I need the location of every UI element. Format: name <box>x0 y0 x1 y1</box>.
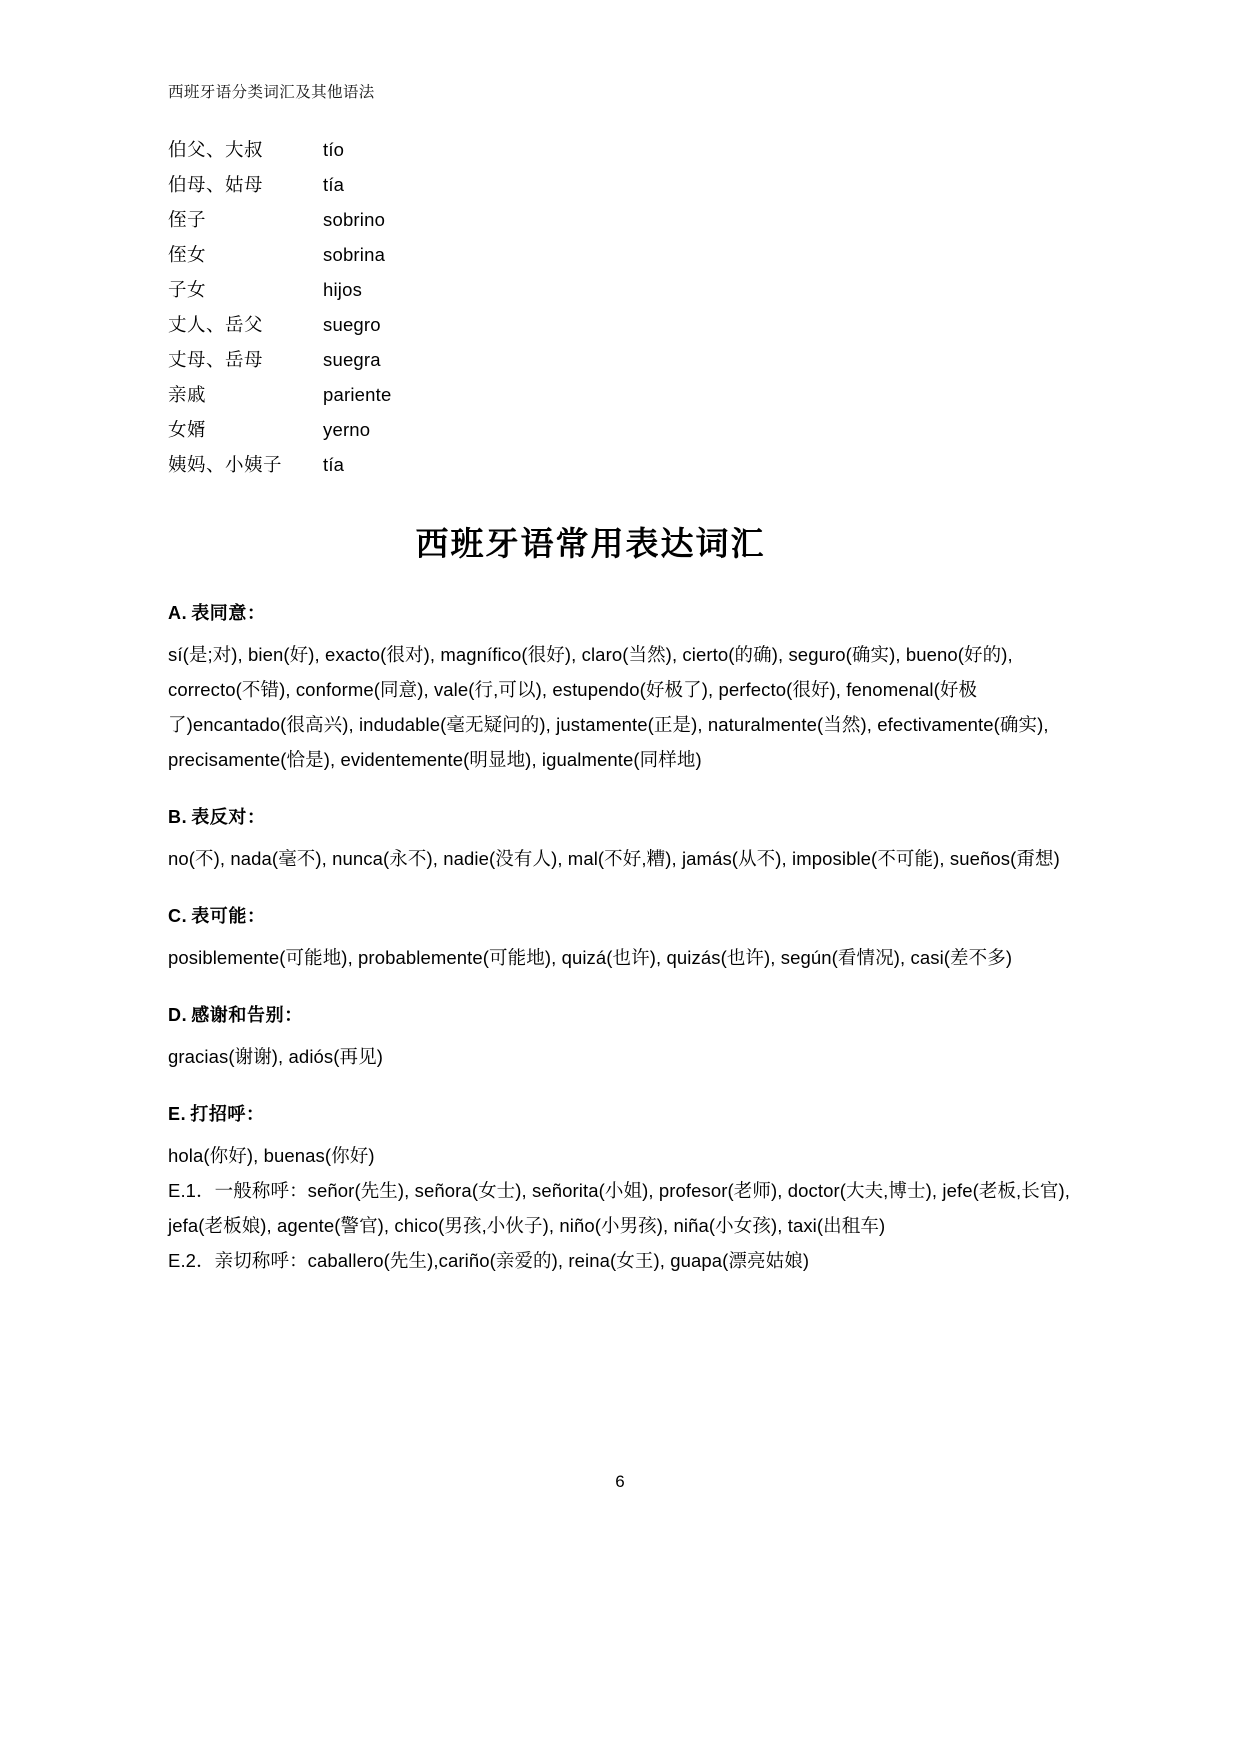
vocabulary-row <box>168 272 1073 307</box>
vocabulary-term-es: sobrina <box>323 244 386 265</box>
vocabulary-term-zh: 丈人、岳父 <box>168 314 264 335</box>
vocabulary-term-es: sobrino <box>323 209 386 230</box>
vocabulary-row <box>168 342 1073 377</box>
running-head: 西班牙语分类词汇及其他语法 <box>168 84 375 101</box>
vocabulary-term-zh: 亲戚 <box>168 384 207 405</box>
section-b <box>168 803 1073 876</box>
document-title: 西班牙语常用表达词汇 <box>415 527 766 563</box>
vocabulary-term-zh: 子女 <box>168 279 207 300</box>
vocabulary-row <box>168 132 1073 167</box>
vocabulary-term-es: tía <box>323 174 345 195</box>
section-b-letter: B. <box>168 807 188 827</box>
page-number: 6 <box>615 1472 625 1491</box>
vocabulary-row <box>168 447 1073 482</box>
page-content <box>168 132 1073 1304</box>
section-a <box>168 599 1073 777</box>
section-c-text: posiblemente(可能地), probablemente(可能地), quizá(也许), quizás(也许), según(看情况), casi(差不多) <box>168 947 1013 968</box>
section-e <box>168 1100 1073 1278</box>
vocabulary-term-zh: 侄子 <box>168 209 207 230</box>
section-b-heading-label: 表反对： <box>191 807 266 827</box>
section-e-heading <box>168 1100 1073 1126</box>
vocabulary-term-es: pariente <box>323 384 392 405</box>
vocabulary-row <box>168 202 1073 237</box>
section-e-subline-1: E.1．一般称呼：señor(先生), señora(女士), señorita(小姐), profesor(老师), doctor(大夫,博士), jefe(老板,长官), jefa(老板娘), agente(警官), chico(男孩,小伙子), niño(小男孩), niña(小女孩), taxi(出租车) <box>168 1180 1070 1236</box>
section-c-heading-label: 表可能： <box>191 906 266 926</box>
vocabulary-term-zh: 侄女 <box>168 244 207 265</box>
section-a-letter: A. <box>168 603 188 623</box>
vocabulary-row <box>168 307 1073 342</box>
section-b-text: no(不), nada(毫不), nunca(永不), nadie(没有人), mal(不好,糟), jamás(从不), imposible(不可能), sueños(甭想) <box>168 848 1060 869</box>
section-a-text: sí(是;对), bien(好), exacto(很对), magnífico(很好), claro(当然), cierto(的确), seguro(确实), bueno(好的), correcto(不错), conforme(同意), vale(行,可以), estupendo(好极了), perfecto(很好), fenomenal(好极了)encantado(很高兴), indudable(毫无疑问的), justamente(正是), naturalmente(当然), efectivamente(确实), precisamente(恰是), evidentemente(明显地), igualmente(同样地) <box>168 644 1049 770</box>
section-d-heading-label: 感谢和告别： <box>191 1005 303 1025</box>
vocabulary-row <box>168 237 1073 272</box>
vocabulary-term-zh: 丈母、岳母 <box>168 349 264 370</box>
section-e-body <box>168 1138 1073 1278</box>
section-e-letter: E. <box>168 1104 187 1124</box>
vocabulary-term-zh: 姨妈、小姨子 <box>168 454 283 475</box>
section-d-letter: D. <box>168 1005 188 1025</box>
section-c-body <box>168 940 1073 975</box>
vocabulary-row <box>168 167 1073 202</box>
section-c-letter: C. <box>168 906 188 926</box>
section-a-heading-label: 表同意： <box>191 603 266 623</box>
vocabulary-row <box>168 412 1073 447</box>
section-d-text: gracias(谢谢), adiós(再见) <box>168 1046 383 1067</box>
section-d-body <box>168 1039 1073 1074</box>
section-c-heading <box>168 902 1073 928</box>
vocabulary-term-es: hijos <box>323 279 363 300</box>
vocabulary-list <box>168 132 1073 482</box>
section-a-heading <box>168 599 1073 625</box>
section-c <box>168 902 1073 975</box>
vocabulary-term-es: yerno <box>323 419 371 440</box>
section-d-heading <box>168 1001 1073 1027</box>
vocabulary-term-zh: 女婿 <box>168 419 207 440</box>
vocabulary-term-es: tía <box>323 454 345 475</box>
section-d <box>168 1001 1073 1074</box>
vocabulary-row <box>168 377 1073 412</box>
section-e-subline-2: E.2．亲切称呼：caballero(先生),cariño(亲爱的), reina(女王), guapa(漂亮姑娘) <box>168 1250 810 1271</box>
section-e-heading-label: 打招呼： <box>190 1104 265 1124</box>
vocabulary-term-zh: 伯父、大叔 <box>168 139 264 160</box>
vocabulary-term-es: tío <box>323 139 345 160</box>
section-b-heading <box>168 803 1073 829</box>
vocabulary-term-zh: 伯母、姑母 <box>168 174 264 195</box>
section-e-text: hola(你好), buenas(你好) <box>168 1145 375 1166</box>
section-a-body <box>168 637 1073 777</box>
vocabulary-term-es: suegro <box>323 314 381 335</box>
vocabulary-term-es: suegra <box>323 349 381 370</box>
section-b-body <box>168 841 1073 876</box>
